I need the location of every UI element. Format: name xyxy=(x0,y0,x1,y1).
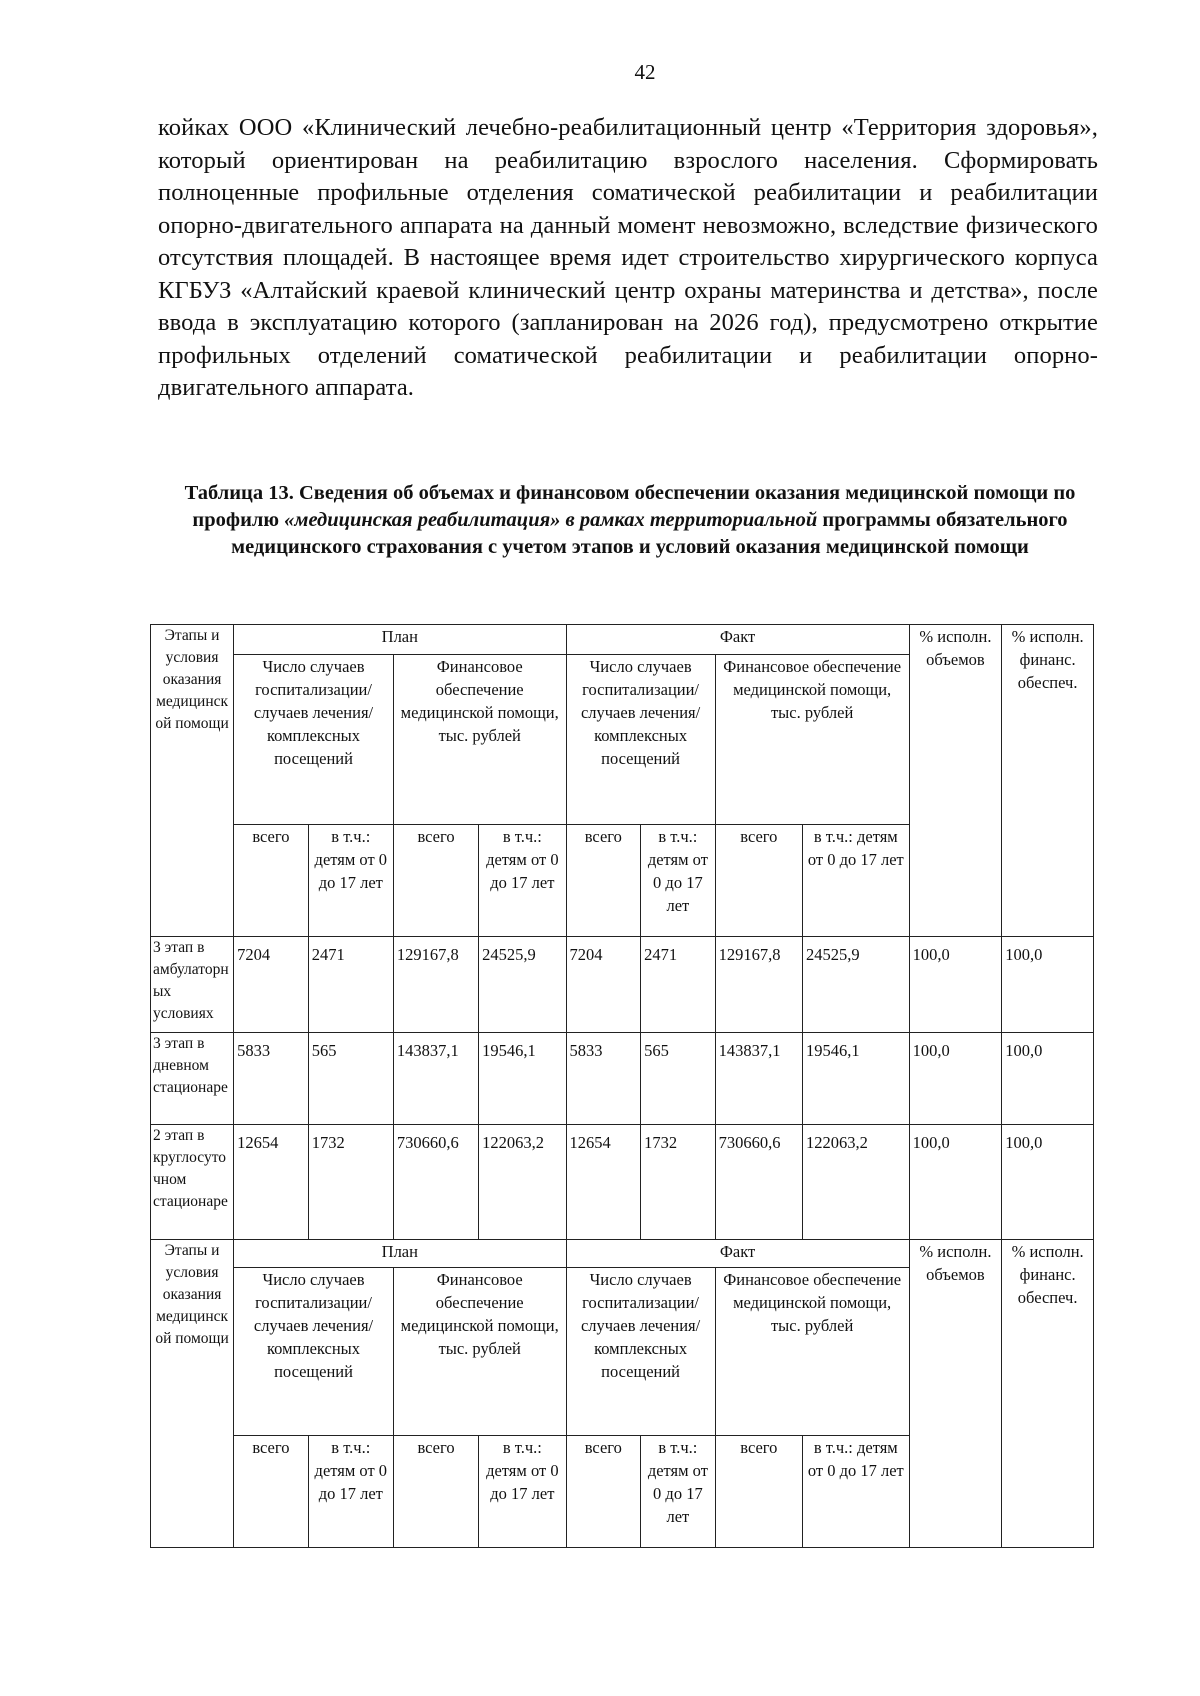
cell-plan-fin-total: 143837,1 xyxy=(393,1033,478,1125)
header-fact-finance: Финансовое обеспечение медицинской помощи, тыс. рублей xyxy=(715,655,909,825)
header-plan-fin-children-repeat: в т.ч.: детям от 0 до 17 лет xyxy=(479,1436,566,1548)
cell-pct-finance: 100,0 xyxy=(1002,1125,1094,1240)
page-number: 42 xyxy=(634,60,656,84)
table-header-repeat-row-1 xyxy=(151,1240,1094,1268)
header-pct-finance: % исполн. финанс. обеспеч. xyxy=(1002,625,1094,937)
cell-plan-fin-total: 730660,6 xyxy=(393,1125,478,1240)
header-plan-cases: Число случаев госпитализации/ случаев лечения/ комплексных посещений xyxy=(234,655,394,825)
header-stage-repeat: Этапы и условия оказания медицинской помощи xyxy=(151,1240,234,1548)
header-fact-cases-children: в т.ч.: детям от 0 до 17 лет xyxy=(641,825,716,937)
table-caption-part3: программы обязательного медицинского страхования с учетом этапов и условий оказания медицинской помощи xyxy=(231,509,1068,558)
header-plan-cases-total: всего xyxy=(234,825,309,937)
header-pct-volume: % исполн. объемов xyxy=(909,625,1002,937)
header-fact-fin-children-repeat: в т.ч.: детям от 0 до 17 лет xyxy=(803,1436,910,1548)
cell-plan-cases-total: 5833 xyxy=(234,1033,309,1125)
cell-plan-fin-children: 122063,2 xyxy=(479,1125,566,1240)
body-paragraph: койках ООО «Клинический лечебно-реабилитационный центр «Территория здоровья», который ориентирован на реабилитацию взрослого населения. Сформировать полноценные профильные отделения соматической реабилитации и реабилитации опорно-двигательного аппарата на данный момент невозможно, вследствие физического отсутствия площадей. В настоящее время идет строительство хирургического корпуса КГБУЗ «Алтайский краевой клинический центр охраны материнства и детства», после ввода в эксплуатацию которого (запланирован на 2026 год), предусмотрено открытие профильных отделений соматической реабилитации и реабилитации опорно-двигательного аппарата. xyxy=(158,114,1098,401)
header-fact-cases: Число случаев госпитализации/ случаев лечения/ комплексных посещений xyxy=(566,655,715,825)
header-plan-finance-repeat: Финансовое обеспечение медицинской помощи, тыс. рублей xyxy=(393,1268,566,1436)
header-fact-finance-repeat: Финансовое обеспечение медицинской помощи, тыс. рублей xyxy=(715,1268,909,1436)
header-fact-cases-repeat: Число случаев госпитализации/ случаев лечения/ комплексных посещений xyxy=(566,1268,715,1436)
header-fact: Факт xyxy=(566,625,909,655)
table-row xyxy=(151,1033,1094,1125)
cell-pct-finance: 100,0 xyxy=(1002,937,1094,1033)
header-fact-fin-total-repeat: всего xyxy=(715,1436,802,1548)
header-fact-cases-total: всего xyxy=(566,825,641,937)
cell-plan-cases-total: 7204 xyxy=(234,937,309,1033)
row-stage: 2 этап в круглосуточном стационаре xyxy=(151,1125,234,1240)
rehab-volume-table xyxy=(150,624,1094,1548)
table-caption-part1: Таблица 13. Сведения об объемах и финансовом обеспечении оказания медицинской помощи по профилю xyxy=(184,482,1076,531)
cell-pct-finance: 100,0 xyxy=(1002,1033,1094,1125)
header-plan-cases-children: в т.ч.: детям от 0 до 17 лет xyxy=(308,825,393,937)
cell-plan-fin-children: 24525,9 xyxy=(479,937,566,1033)
cell-fact-cases-total: 12654 xyxy=(566,1125,641,1240)
table-header-row-1 xyxy=(151,625,1094,655)
cell-fact-cases-children: 1732 xyxy=(641,1125,716,1240)
cell-plan-cases-children: 2471 xyxy=(308,937,393,1033)
header-fact-fin-children: в т.ч.: детям от 0 до 17 лет xyxy=(803,825,910,937)
cell-pct-volume: 100,0 xyxy=(909,1125,1002,1240)
header-pct-finance-repeat: % исполн. финанс. обеспеч. xyxy=(1002,1240,1094,1548)
header-plan-fin-total: всего xyxy=(393,825,478,937)
cell-fact-fin-children: 122063,2 xyxy=(803,1125,910,1240)
cell-plan-cases-children: 1732 xyxy=(308,1125,393,1240)
table-row xyxy=(151,1125,1094,1240)
row-stage: 3 этап в амбулаторных условиях xyxy=(151,937,234,1033)
cell-fact-fin-total: 730660,6 xyxy=(715,1125,802,1240)
cell-plan-cases-total: 12654 xyxy=(234,1125,309,1240)
header-plan-finance: Финансовое обеспечение медицинской помощи, тыс. рублей xyxy=(393,655,566,825)
cell-fact-cases-children: 565 xyxy=(641,1033,716,1125)
cell-fact-fin-children: 24525,9 xyxy=(803,937,910,1033)
table-caption-part2: «медицинская реабилитация» в рамках территориальной xyxy=(284,509,818,531)
row-stage: 3 этап в дневном стационаре xyxy=(151,1033,234,1125)
header-stage: Этапы и условия оказания медицинской помощи xyxy=(151,625,234,937)
header-plan-cases-total-repeat: всего xyxy=(234,1436,309,1548)
cell-fact-fin-total: 143837,1 xyxy=(715,1033,802,1125)
cell-plan-cases-children: 565 xyxy=(308,1033,393,1125)
cell-plan-fin-total: 129167,8 xyxy=(393,937,478,1033)
cell-pct-volume: 100,0 xyxy=(909,1033,1002,1125)
cell-fact-fin-children: 19546,1 xyxy=(803,1033,910,1125)
header-fact-fin-total: всего xyxy=(715,825,802,937)
table-row xyxy=(151,937,1094,1033)
header-plan-cases-children-repeat: в т.ч.: детям от 0 до 17 лет xyxy=(308,1436,393,1548)
cell-fact-cases-children: 2471 xyxy=(641,937,716,1033)
header-pct-volume-repeat: % исполн. объемов xyxy=(909,1240,1002,1548)
cell-fact-fin-total: 129167,8 xyxy=(715,937,802,1033)
cell-fact-cases-total: 7204 xyxy=(566,937,641,1033)
header-fact-cases-children-repeat: в т.ч.: детям от 0 до 17 лет xyxy=(641,1436,716,1548)
header-plan-fin-total-repeat: всего xyxy=(393,1436,478,1548)
header-plan-fin-children: в т.ч.: детям от 0 до 17 лет xyxy=(479,825,566,937)
header-fact-cases-total-repeat: всего xyxy=(566,1436,641,1548)
header-fact-repeat: Факт xyxy=(566,1240,909,1268)
header-plan-repeat: План xyxy=(234,1240,566,1268)
header-plan: План xyxy=(234,625,566,655)
header-plan-cases-repeat: Число случаев госпитализации/ случаев лечения/ комплексных посещений xyxy=(234,1268,394,1436)
cell-fact-cases-total: 5833 xyxy=(566,1033,641,1125)
cell-pct-volume: 100,0 xyxy=(909,937,1002,1033)
cell-plan-fin-children: 19546,1 xyxy=(479,1033,566,1125)
table-caption xyxy=(165,480,1095,561)
